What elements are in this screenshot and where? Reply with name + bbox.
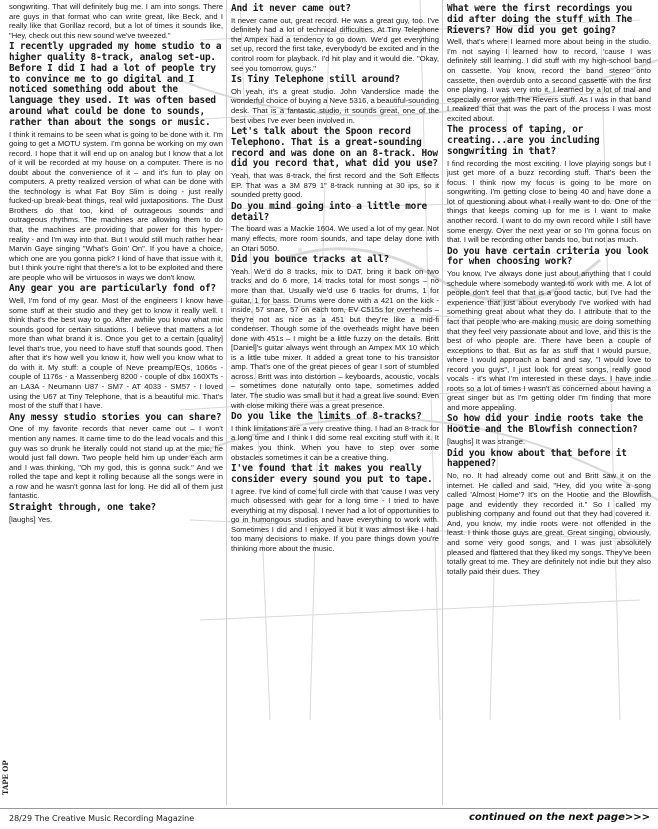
column-rule	[442, 0, 443, 805]
interview-answer: No, no. It had already come out and Britt saw it on the internet. He called and said, "Hey, did you write a song called 'Almost Home'? It's on the Hootie and the Blowfish page and evidently they recorded it." So I called my publishing company and found out that they had covered it. And, you know, my indie roots were not offended in the least. I think those guys are great. Great singing, obviously, and some very good songs, and I was just absolutely pleased and flattered that they liked my songs. They've been totally great to me. They are definitely not indie but they also totally paid their dues. They	[447, 471, 651, 576]
interview-question: The process of taping, or creating...are you including songwriting in that?	[447, 124, 600, 157]
interview-question: Is Tiny Telephone still around?	[231, 74, 400, 86]
interview-answer: I find recording the most exciting. I love playing songs but I just get more of a buzz recording stuff. That's been the focus. I think now my focus is going to be more on songwriting. I'm getting close to being 40 and have done a lot of questioning about what I really want to do. One of the things that keeps coming up for me is I want to make another record. I want to do my own record while I still have some energy. Over the next year or so I'm gonna focus on that. I will be recording other bands too, but not as much.	[447, 158, 651, 245]
interview-question: Do you mind going into a little more detail?	[231, 200, 427, 223]
interview-answer: I think limitations are a very creative thing. I had an 8-track for a long time and I think I did some real exciting stuff with it. It makes you think. When you have to step over some obstacles sometimes it can be a creative thing.	[231, 423, 439, 462]
interview-question: I recently upgraded my home studio to a higher quality 8-track, analog set-up. Before I did I had a lot of people try to convince me to go digital and I noticed something odd about the language they used. It was often based around what could be done to sounds, rather than about the songs or music.	[9, 41, 222, 128]
page-footer	[0, 808, 658, 829]
folio: 28/29 The Creative Music Recording Magazine	[9, 814, 195, 823]
interview-question: And it never came out?	[231, 3, 351, 14]
interview-answer: I think it remains to be seen what is going to be done with it. I'm going to get a MOTU system. I'm gonna be working on my own record. I hope that it will end up on analog but I know that a lot of it will be recorded at my house on a computer. There is no doubt about the convenience of it – and it's fun to play on computers. A pretty realized version of what can be done with the technology is what Fat Boy Slim is doing - just really fucked-up break-beat things, real wild juxtapositions. The Dust Brothers do that too, kind of outrageous sounds and outrageous rhythms. The machines are allowing them to do that, the machines are providing that power for this hyper-reality - and I'm way into that. But I would still much rather hear Marvin Gaye singing "What's Goin' On". If you have a choice, which one are you gonna pick? I kind of have that issue with it, but I think you're right that there's a lot to be exploited and there are people who will be virtuosos in ways we don't know.	[9, 129, 223, 282]
interview-question: Did you know about that before it happened?	[447, 447, 627, 470]
interview-question: Do you like the limits of 8-tracks?	[231, 411, 422, 423]
interview-answer: The board was a Mackie 1604. We used a lot of my gear. Not many effects, more room sounds, and tape delay done with an Otari 5050.	[231, 224, 439, 253]
interview-answer: Oh yeah, it's a great studio. John Vanderslice made the wonderful choice of buying a Neve 5316, a beautiful-sounding desk. That is a fantastic studio, it sounds great, one of the best vibes I've ever been involved in.	[231, 86, 439, 125]
interview-question: Any messy studio stories you can share?	[9, 411, 222, 423]
interview-answer: Well, that's where I learned more about being in the studio. I'm not saying I learned how to record, 'cause I was definitely still learning. I did stuff with my high-school band on cassette. You know, record the band stereo onto cassette, then overdub onto a second cassette with the first one playing. I was very into it. I learned by a lot of trial and especially error with The Rievers stuff. As I was in that band I realized that that was the part of the process I was most excited about.	[447, 37, 651, 123]
interview-answer: One of my favorite records that never came out – I won't mention any names. It came time to do the lead vocals and this guy was so drunk he literally could not stand up at the mic, he would just fall down. Two people held him up under each arm and I was thinking, "Oh my god, this is gonna suck." And we rolled the tape and kept it rolling because all the songs were in a row and he wasn't gonna last for long. He did all of them just fantastic.	[9, 424, 223, 501]
interview-question: Did you bounce tracks at all?	[231, 254, 389, 266]
interview-question: Straight through, one take?	[9, 501, 156, 513]
interview-answer: Yeah, that was 8-track, the first record and the Soft Effects EP. That was a 3M 879 1" 8-track running at 30 ips, so it sounded pretty good.	[231, 171, 439, 200]
interview-answer: It never came out, great record. He was a great guy, too. I've definitely had a lot of technical difficulties. At Tiny Telephone the Ampex had a tendency to go down. We'd get everything set up, record the first take, everybody'd be excited and in the control room for playback. I'd hit play and it would die. "Okay, see you tomorrow, guys."	[231, 15, 439, 73]
interview-answer: Yeah. We'd do 8 tracks, mix to DAT, bring it back on two tracks and do 6 more, 14 tracks total for most songs – no more than that. Usually we'd use 6 tracks for drums, 1 for guitar, 1 for bass. Drums were done with a 421 on the kick - inside, 57 snare, 57 on each tom, EV C515s for overheads – they're not as nice as a 451 but they're like a mid-fi condenser. Though some of the overheads might have been done with 451s – I might be a little fuzzy on the details. Britt [Daniel]'s guitar always went through an Ampex MX 10 which is a little tube mixer. It added a great tone to his transistor amp. That's one of the great pieces of gear I sort of stumbled across. Britt was into distortion – keyboards, acoustic, vocals – sometimes done naturally onto tape, sometimes added later. The studio was small but it had a great live sound. Even with close miking there was a great presence.	[231, 266, 439, 410]
interview-answer: You know, I've always done just about anything that I could schedule where somebody wanted to work with me. A lot of people don't feel that that is a good tactic, but I've had the experience that just about everybody I've worked with had something great about what they do. I attribute that to the fact that people who are making music are doing something that they feel very passionate about and love, and this is the best of who people are. There have been a couple of exceptions to that. But as far as stuff that I would pursue, where I would approach a band and say, "I would love to record you guys", I just look for great songs, really good vocals - it's what I'm interested in these days. I have indie roots so a lot of times I wasn't as concerned about having a great singer but as I'm getting older I'm finding that more and more appealing.	[447, 269, 651, 412]
interview-question: Do you have certain criteria you look for when choosing work?	[447, 245, 649, 268]
interview-answer: [laughs] Yes.	[9, 514, 53, 524]
interview-answer: songwriting. That will definitely bug me. I am into songs. There are guys in that format who can write great, like Beck, and I really like that Gorillaz record, but a lot of times it sounds like, "Hey, check out this new sound we've tweezed."	[9, 2, 223, 40]
interview-question: Let's talk about the Spoon record Telephono. That is a great-sounding record and was done on an 8-track. How did you record that, what did you use?	[231, 126, 438, 170]
interview-answer: Well, I'm fond of my gear. Most of the engineers I know have some stuff at their studio and they get to know it really well. I think that's the best way to go. After awhile you know what mic sounds good for certain situations. I believe that matters a lot more than what brand it is. Once you get to a certain [quality] level that's true, you need to have stuff that sounds good. Then after that it's how well you know it, how well you know what to do with it. My stuff: a couple of Neve preamp/EQs, 1066s - couple of 1176s - a Massenberg 8200 - couple of dbx 160XTs - an LA3A - Neumann U87 - SM7 - AT 4033 - SM57 - I loved using the U67 at Tiny Telephone, that is a beautiful mic. That's most of the stuff that I have.	[9, 296, 223, 411]
interview-question: Any gear you are particularly fond of?	[9, 283, 216, 295]
continued-link: continued on the next page>>>	[468, 812, 650, 823]
tape-op-logo: TAPE OP	[1, 760, 10, 795]
column-2	[231, 2, 439, 797]
column-1	[9, 2, 223, 797]
interview-answer: [laughs] It was strange.	[447, 437, 526, 447]
interview-answer: I agree. I've kind of come full circle with that 'cause I was very much obsessed with gear for a long time - I tried to have everything at my disposal. I never had a lot of opportunities to go in humongous studios and have everything to work with. Sometimes I did and I enjoyed it but it was almost like I had too many decisions to make. If you pare things down you're thinking more about the music.	[231, 486, 439, 553]
interview-question: So how did your indie roots take the Hootie and the Blowfish connection?	[447, 413, 643, 436]
interview-question: What were the first recordings you did after doing the stuff with The Rievers? How did you get going?	[447, 3, 633, 36]
column-3	[447, 2, 651, 797]
interview-question: I've found that it makes you really consider every sound you put to tape.	[231, 463, 433, 485]
column-rule	[226, 0, 227, 805]
